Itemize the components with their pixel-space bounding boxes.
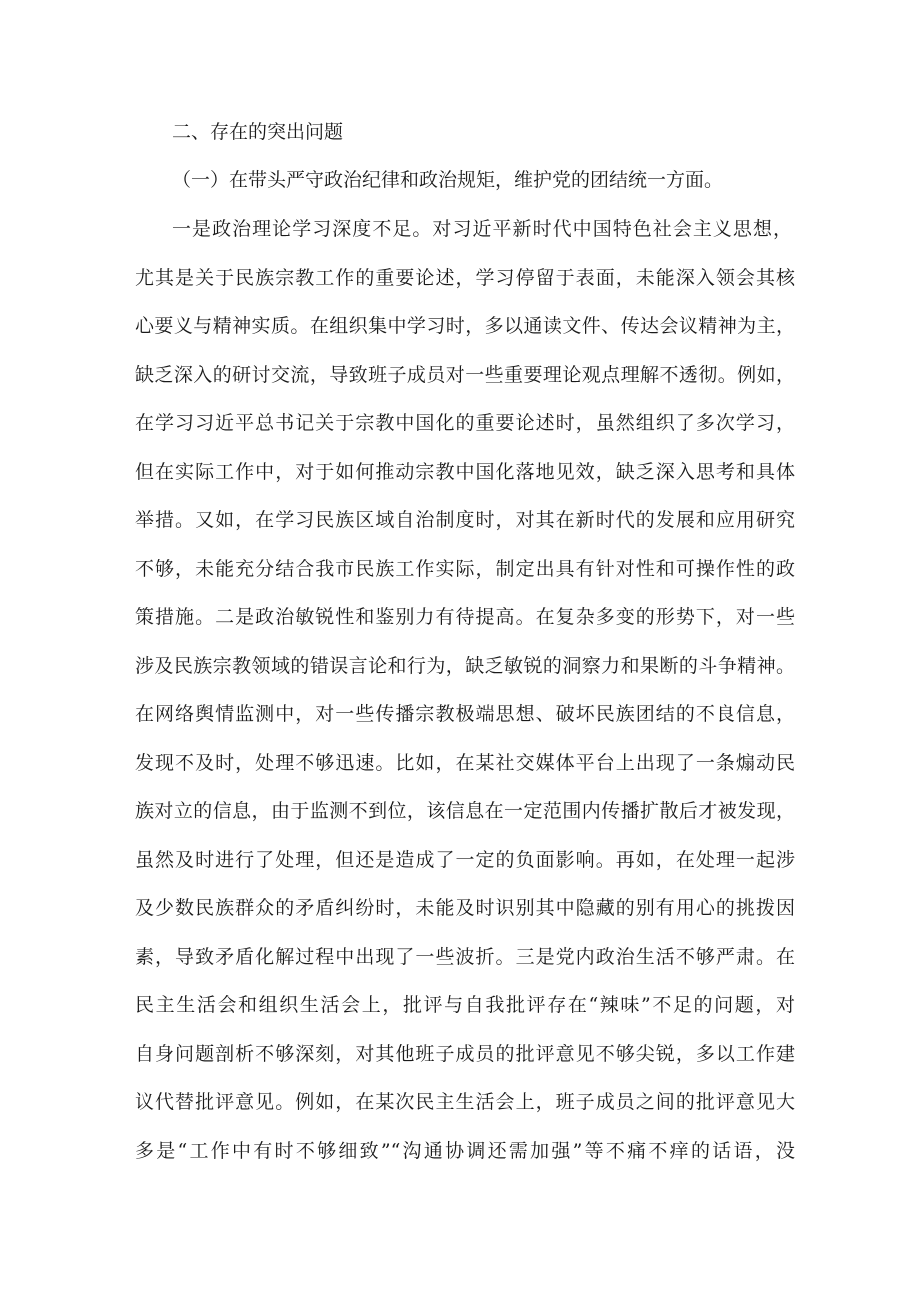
body-line: 心要义与精神实质。在组织集中学习时，多以通读文件、传达会议精神为主， [135, 315, 795, 337]
body-line: 多是“工作中有时不够细致”“沟通协调还需加强”等不痛不痒的话语，没 [135, 1140, 795, 1162]
body-line: 尤其是关于民族宗教工作的重要论述，学习停留于表面，未能深入领会其核 [135, 267, 795, 289]
body-line: 举措。又如，在学习民族区域自治制度时，对其在新时代的发展和应用研究 [135, 509, 795, 531]
body-line: 涉及民族宗教领域的错误言论和行为，缺乏敏锐的洞察力和果断的斗争精神。 [135, 655, 795, 677]
body-line: 在学习习近平总书记关于宗教中国化的重要论述时，虽然组织了多次学习， [135, 412, 795, 434]
body-line: 自身问题剖析不够深刻，对其他班子成员的批评意见不够尖锐，多以工作建 [135, 1043, 795, 1065]
body-line: 缺乏深入的研讨交流，导致班子成员对一些重要理论观点理解不透彻。例如， [135, 364, 795, 386]
body-line: 议代替批评意见。例如，在某次民主生活会上，班子成员之间的批评意见大 [135, 1091, 795, 1113]
subsection-heading: （一）在带头严守政治纪律和政治规矩，维护党的团结统一方面。 [172, 169, 724, 191]
section-heading: 二、存在的突出问题 [172, 121, 344, 143]
body-line: 族对立的信息，由于监测不到位，该信息在一定范围内传播扩散后才被发现， [135, 800, 795, 822]
body-line: 民主生活会和组织生活会上，批评与自我批评存在“辣味”不足的问题，对 [135, 994, 795, 1016]
body-line: 虽然及时进行了处理，但还是造成了一定的负面影响。再如，在处理一起涉 [135, 849, 795, 871]
body-line: 一是政治理论学习深度不足。对习近平新时代中国特色社会主义思想， [172, 218, 792, 240]
body-line: 不够，未能充分结合我市民族工作实际，制定出具有针对性和可操作性的政 [135, 558, 795, 580]
body-line: 发现不及时，处理不够迅速。比如，在某社交媒体平台上出现了一条煽动民 [135, 752, 795, 774]
body-line: 素，导致矛盾化解过程中出现了一些波折。三是党内政治生活不够严肃。在 [135, 946, 795, 968]
body-line: 及少数民族群众的矛盾纠纷时，未能及时识别其中隐藏的别有用心的挑拨因 [135, 897, 795, 919]
body-line: 但在实际工作中，对于如何推动宗教中国化落地见效，缺乏深入思考和具体 [135, 461, 795, 483]
body-line: 在网络舆情监测中，对一些传播宗教极端思想、破坏民族团结的不良信息， [135, 703, 795, 725]
body-line: 策措施。二是政治敏锐性和鉴别力有待提高。在复杂多变的形势下，对一些 [135, 606, 795, 628]
